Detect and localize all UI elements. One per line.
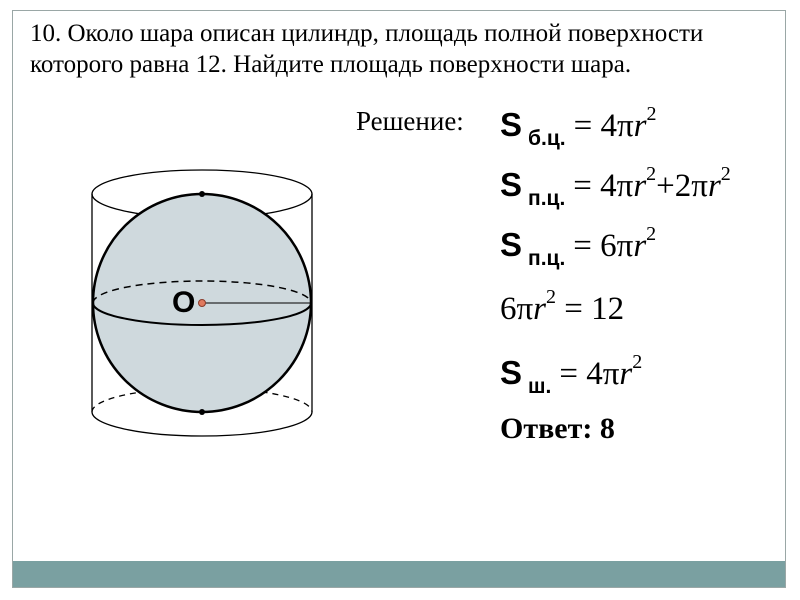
center-label: O: [172, 286, 196, 319]
formula-var: r: [633, 228, 647, 264]
cylinder-bottom-front: [92, 412, 312, 436]
formula-total-area-simplified: [500, 223, 657, 270]
formula-sphere-area: [500, 351, 643, 398]
formula-rhs: = 6π: [573, 228, 634, 264]
formula-exp: 2: [632, 351, 643, 373]
formula-rhs: = 4π: [559, 356, 620, 392]
formula-lateral-area: [500, 103, 657, 150]
formula-symbol: S: [500, 106, 523, 143]
formula-symbol: S: [500, 354, 523, 391]
cylinder-sphere-figure: [80, 160, 330, 450]
formula-rhs: = 4π: [573, 108, 634, 144]
formula-subscript: п.ц.: [528, 187, 566, 210]
formula-var: r: [633, 108, 647, 144]
formula-exp: 2: [546, 286, 557, 308]
bottom-bar: [13, 561, 785, 587]
formula-rhs: = $4\pi r^2+2\pi r^2$: [573, 163, 731, 204]
formula-exp: 2: [646, 223, 657, 245]
formula-total-area: [500, 163, 731, 210]
top-tangent-point: [199, 191, 205, 197]
formula-subscript: п.ц.: [528, 247, 566, 270]
formula-symbol: S: [500, 226, 523, 263]
formula-subscript: ш.: [528, 375, 552, 398]
answer: Ответ: 8: [500, 412, 615, 445]
center-point: [199, 300, 206, 307]
formula-var: r: [533, 291, 547, 327]
formula-lhs: 6π: [500, 291, 534, 327]
bottom-tangent-point: [199, 409, 205, 415]
formula-var: r: [619, 356, 633, 392]
formula-exp: 2: [646, 103, 657, 125]
solution-label: Решение:: [356, 106, 464, 136]
problem-statement: 10. Около шара описан цилиндр, площадь полной поверхности которого равна 12. Найдите площадь поверхности шара.: [30, 20, 704, 78]
formula-symbol: S: [500, 166, 523, 203]
formula-subscript: б.ц.: [528, 127, 566, 150]
formula-equation: [500, 286, 625, 328]
formula-rhs: = 12: [556, 291, 625, 327]
